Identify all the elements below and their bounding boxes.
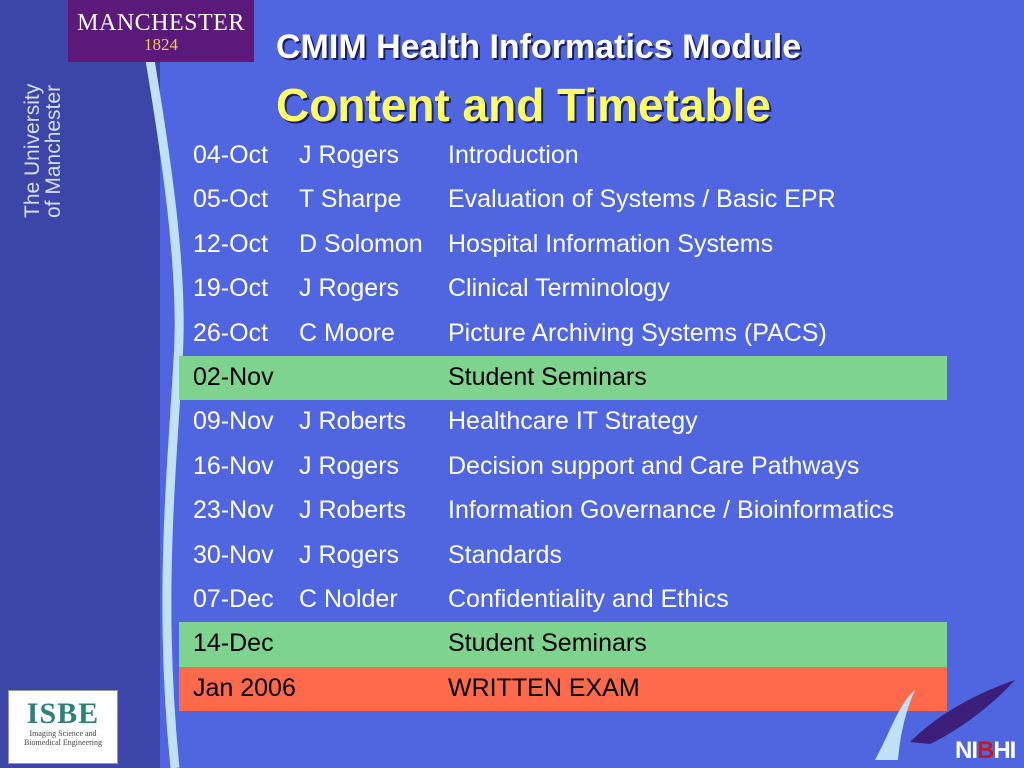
row-topic: Information Governance / Bioinformatics — [448, 496, 895, 525]
row-date: 23-Nov — [193, 496, 274, 525]
university-wordmark-line2: of Manchester — [42, 84, 65, 218]
timetable-row-seminar — [179, 356, 947, 400]
row-date: 12-Oct — [193, 229, 269, 258]
timetable-row-seminar — [179, 622, 947, 666]
row-lecturer: C Nolder — [299, 584, 398, 613]
row-lecturer: J Rogers — [299, 451, 400, 480]
timetable-row — [179, 223, 969, 267]
row-topic: Student Seminars — [448, 629, 647, 658]
timetable-row — [179, 578, 969, 622]
row-topic: Healthcare IT Strategy — [448, 407, 698, 436]
row-lecturer: J Rogers — [299, 540, 400, 569]
row-lecturer: J Rogers — [299, 274, 400, 303]
row-topic: Picture Archiving Systems (PACS) — [448, 318, 827, 347]
row-topic: WRITTEN EXAM — [448, 673, 640, 702]
row-date: Jan 2006 — [193, 673, 296, 702]
row-date: 26-Oct — [193, 318, 269, 347]
slide-subtitle: Content and Timetable — [276, 79, 771, 131]
row-date: 02-Nov — [193, 362, 274, 391]
nibhi-logo-hi: HI — [993, 737, 1016, 764]
timetable-row — [179, 445, 969, 489]
timetable-row — [179, 534, 969, 578]
row-topic: Student Seminars — [448, 362, 647, 391]
timetable-row-exam — [179, 667, 947, 711]
row-date: 05-Oct — [193, 185, 269, 214]
row-date: 30-Nov — [193, 540, 274, 569]
row-date: 09-Nov — [193, 407, 274, 436]
row-lecturer: J Roberts — [299, 407, 406, 436]
timetable-row — [179, 400, 969, 444]
manchester-logo-year: 1824 — [144, 35, 178, 54]
row-topic: Standards — [448, 540, 562, 569]
nibhi-logo — [955, 737, 1015, 765]
nibhi-logo-b: B — [977, 737, 994, 764]
timetable-row — [179, 489, 969, 533]
row-date: 16-Nov — [193, 451, 274, 480]
row-lecturer: T Sharpe — [299, 185, 402, 214]
row-date: 19-Oct — [193, 274, 269, 303]
isbe-logo-line1: Imaging Science and — [29, 729, 97, 738]
university-wordmark — [22, 84, 64, 218]
row-lecturer: J Rogers — [299, 141, 400, 169]
row-date: 14-Dec — [193, 629, 274, 658]
timetable-row — [179, 178, 969, 222]
row-topic: Clinical Terminology — [448, 274, 670, 303]
row-date: 04-Oct — [193, 141, 269, 169]
row-topic: Evaluation of Systems / Basic EPR — [448, 185, 836, 214]
timetable-row — [179, 134, 969, 178]
timetable — [179, 134, 969, 711]
slide-title: CMIM Health Informatics Module — [276, 28, 802, 66]
university-wordmark-line1: The University — [21, 83, 44, 218]
row-lecturer: C Moore — [299, 318, 395, 347]
row-lecturer: J Roberts — [299, 496, 406, 525]
row-date: 07-Dec — [193, 584, 274, 613]
row-topic: Hospital Information Systems — [448, 229, 774, 258]
row-topic: Introduction — [448, 141, 579, 169]
row-topic: Confidentiality and Ethics — [448, 584, 729, 613]
manchester-logo-name: MANCHESTER — [77, 10, 245, 36]
row-lecturer: D Solomon — [299, 229, 423, 258]
nibhi-logo-ni: NI — [955, 737, 977, 764]
isbe-logo-name: ISBE — [26, 697, 100, 730]
timetable-row — [179, 267, 969, 311]
timetable-row — [179, 312, 969, 356]
isbe-logo-line2: Biomedical Engineering — [24, 738, 102, 747]
isbe-logo — [8, 690, 118, 764]
row-topic: Decision support and Care Pathways — [448, 451, 860, 480]
manchester-logo — [68, 0, 254, 62]
